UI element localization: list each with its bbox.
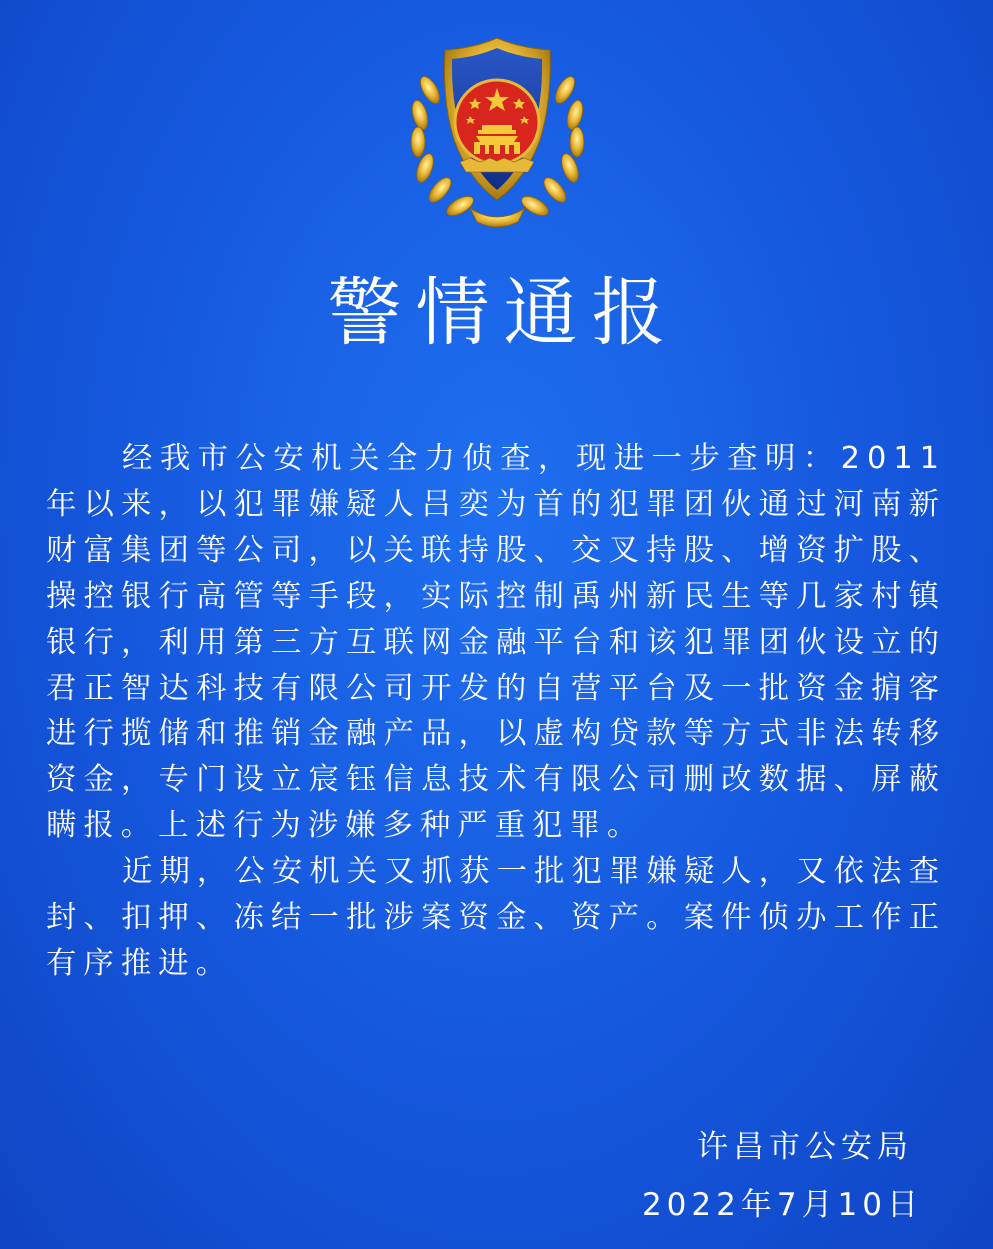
paragraph-1: 经我市公安机关全力侦查，现进一步查明：2011年以来，以犯罪嫌疑人吕奕为首的犯罪团伙通过河南新财富集团等公司，以关联持股、交叉持股、增资扩股、操控银行高管等手段，实际控制禹州新民生等几家村镇银行，利用第三方互联网金融平台和该犯罪团伙设立的君正智达科技有限公司开发的自营平台及一批资金掮客进行揽储和推销金融产品，以虚构贷款等方式非法转移资金，专门设立宸钰信息技术有限公司删改数据、屏蔽瞒报。上述行为涉嫌多种严重犯罪。	[46, 441, 946, 844]
notice-title: 警情通报	[327, 270, 680, 356]
notice-body	[46, 436, 946, 987]
paragraph-2: 近期，公安机关又抓获一批犯罪嫌疑人，又依法查封、扣押、冻结一批涉案资金、资产。案件侦办工作正有序推进。	[46, 854, 946, 981]
signature-block	[641, 1118, 923, 1234]
issuer-name: 许昌市公安局	[697, 1129, 913, 1165]
issue-date: 2022年7月10日	[641, 1187, 923, 1223]
police-emblem-icon	[400, 30, 595, 230]
